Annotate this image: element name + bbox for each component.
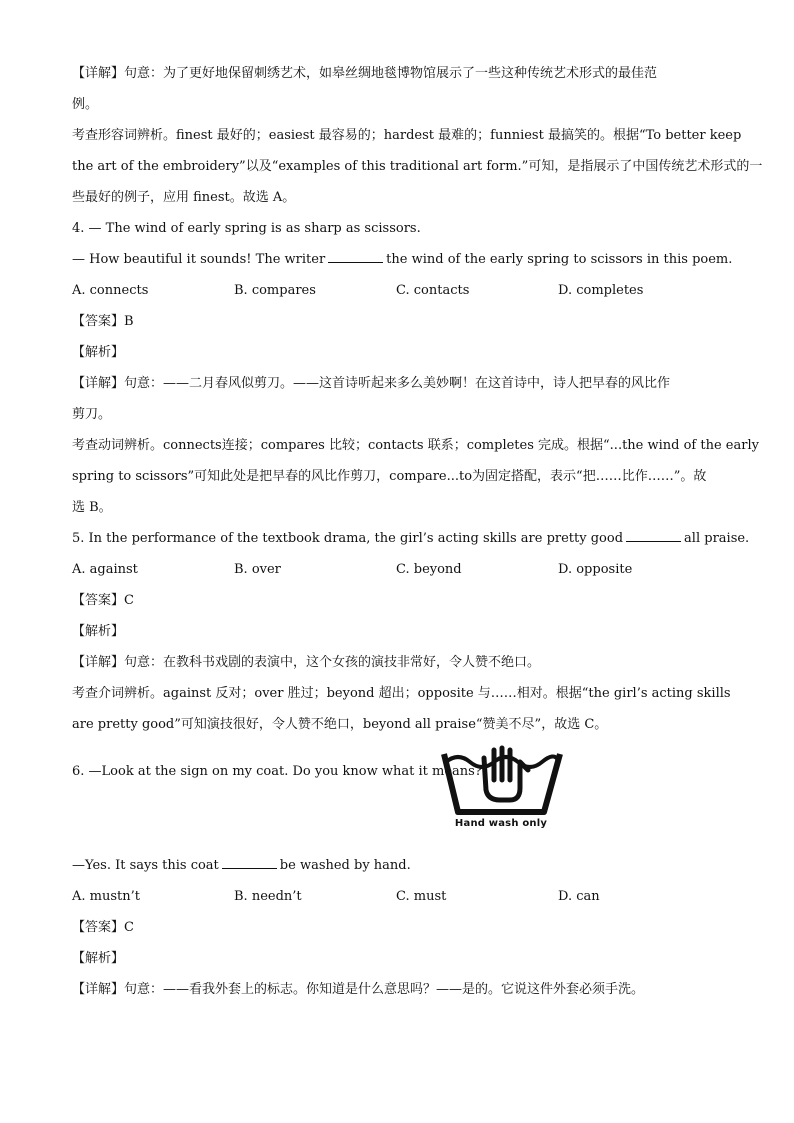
q6-line-2-before: —Yes. It says this coat: [72, 858, 219, 873]
q6-option-d: D. can: [558, 889, 600, 904]
q3-detail-line-1: 【详解】句意：为了更好地保留刺绣艺术，如皋丝绸地毯博物馆展示了一些这种传统艺术形式的最佳范: [72, 66, 658, 81]
q6-options: [72, 881, 722, 912]
q4-detail-4: spring to scissors”可知此处是把早春的风比作剪刀，compare...to为固定搭配，表示“把……比作……”。故: [72, 469, 707, 484]
q6-detail-1: 【详解】句意：——看我外套上的标志。你知道是什么意思吗？——是的。它说这件外套必须手洗。: [72, 982, 645, 997]
q4-options: [72, 275, 722, 306]
q5-stem-before: 5. In the performance of the textbook drama, the girl’s acting skills are pretty good: [72, 531, 624, 546]
q5-option-c: C. beyond: [396, 562, 462, 577]
q5-stem-after: all praise.: [684, 531, 750, 546]
hand-wash-icon: [436, 740, 566, 820]
q5-detail-3: are pretty good”可知演技很好，令人赞不绝口，beyond all praise“赞美不尽”，故选 C。: [72, 717, 608, 732]
q4-option-d: D. completes: [558, 283, 644, 298]
q5-option-a: A. against: [72, 562, 138, 577]
q6-option-b: B. needn’t: [234, 889, 302, 904]
q5-options: [72, 554, 722, 585]
q5-option-d: D. opposite: [558, 562, 633, 577]
q4-option-c: C. contacts: [396, 283, 470, 298]
q6-line-2-after: be washed by hand.: [279, 858, 411, 873]
q5-stem: [72, 523, 750, 554]
q6-stem: 6. —Look at the sign on my coat. Do you know what it means?: [72, 764, 482, 779]
q6-blank: [222, 856, 277, 869]
q4-detail-3: 考查动词辨析。connects连接；compares 比较；contacts 联系；completes 完成。根据“...the wind of the early: [72, 438, 759, 453]
q5-blank: [626, 529, 681, 542]
document-page: [72, 58, 763, 1005]
q4-analysis-heading: 【解析】: [72, 345, 125, 360]
q4-option-b: B. compares: [234, 283, 316, 298]
q3-detail-line-5: 些最好的例子，应用 finest。故选 A。: [72, 190, 296, 205]
q4-line-2: [72, 244, 733, 275]
q3-detail-line-4: the art of the embroidery”以及“examples of this traditional art form.”可知，是指展示了中国传统艺术形式的一: [72, 159, 763, 174]
q4-detail-2: 剪刀。: [72, 407, 112, 422]
q6-answer: 【答案】C: [72, 920, 134, 935]
q6-analysis-heading: 【解析】: [72, 951, 125, 966]
q6-line-2: [72, 850, 722, 881]
q5-detail-2: 考查介词辨析。against 反对；over 胜过；beyond 超出；opposite 与……相对。根据“the girl’s acting skills: [72, 686, 731, 701]
q4-option-a: A. connects: [72, 283, 149, 298]
q4-blank: [328, 250, 383, 263]
q3-detail-line-2: 例。: [72, 97, 99, 112]
q4-stem: 4. — The wind of early spring is as sharp as scissors.: [72, 221, 421, 236]
q5-option-b: B. over: [234, 562, 281, 577]
q4-line-2-before: — How beautiful it sounds! The writer: [72, 252, 326, 267]
q5-analysis-heading: 【解析】: [72, 624, 125, 639]
q6-option-a: A. mustn’t: [72, 889, 140, 904]
hand-wash-sign: [436, 740, 566, 829]
q3-detail-line-3: 考查形容词辨析。finest 最好的；easiest 最容易的；hardest 最难的；funniest 最搞笑的。根据“To better keep: [72, 128, 742, 143]
q5-detail-1: 【详解】句意：在教科书戏剧的表演中，这个女孩的演技非常好，令人赞不绝口。: [72, 655, 541, 670]
sign-caption: Hand wash only: [454, 818, 548, 829]
q4-detail-5: 选 B。: [72, 500, 112, 515]
q5-answer: 【答案】C: [72, 593, 134, 608]
q4-line-2-after: the wind of the early spring to scissors in this poem.: [386, 252, 733, 267]
q6-stem-row: [72, 740, 722, 850]
q4-detail-1: 【详解】句意：——二月春风似剪刀。——这首诗听起来多么美妙啊！在这首诗中，诗人把早春的风比作: [72, 376, 671, 391]
q6-option-c: C. must: [396, 889, 447, 904]
q4-answer: 【答案】B: [72, 314, 134, 329]
